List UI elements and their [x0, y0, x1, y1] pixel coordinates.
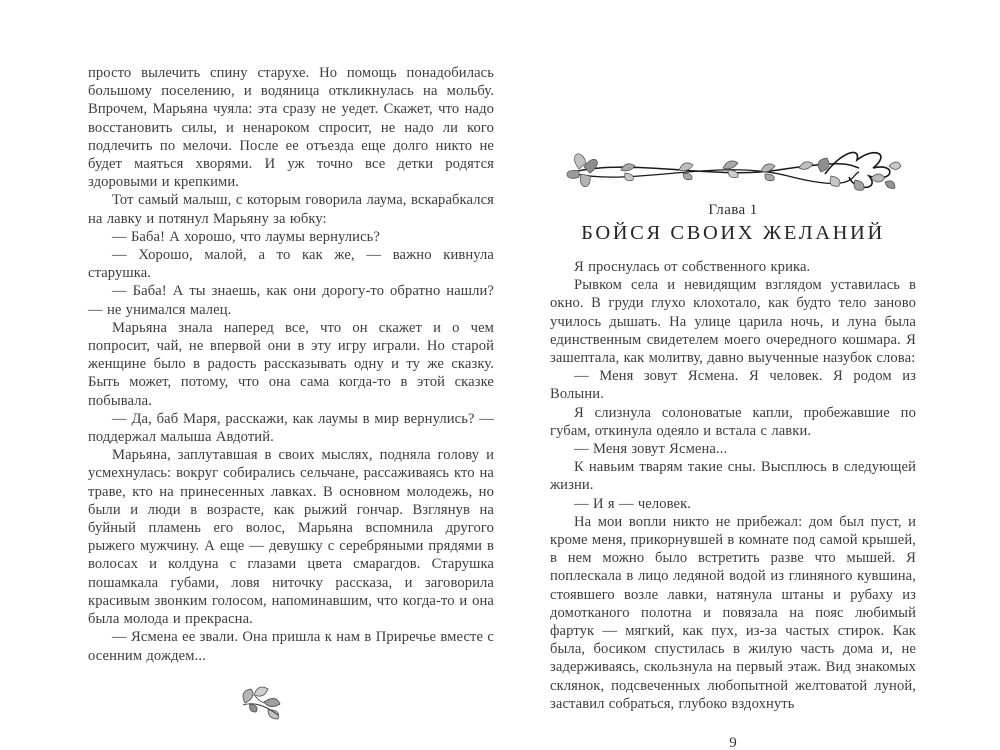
paragraph: — Баба! А хорошо, что лаумы вернулись? [112, 228, 380, 245]
paragraph: — Да, баб Маря, расскажи, как лаумы в мир вернулись? — поддержал малыша Авдотий. [88, 410, 494, 446]
paragraph: — Меня зовут Ясмена... [574, 441, 728, 458]
paragraph: К навьим тварям такие сны. Высплюсь в следующей жизни. [550, 459, 916, 494]
leaf-sprig-icon [238, 682, 288, 720]
paragraph: Я проснулась от собственного крика. [574, 259, 811, 275]
right-page [550, 146, 916, 750]
paragraph: — Ясмена ее звали. Она пришла к нам в Приречье вместе с осенним дождем... [88, 629, 494, 664]
paragraph: На мои вопли никто не прибежал: дом был пуст, и кроме меня, прикорнувшей в комнате под самой крышей, в нем можно было встретить разве что мышей. Я поплескала в лицо ледяной водой из глиняного кувшина, стоявшего возле лавки, натянула штаны и рубаху из домотканого полотна и повязала на пояс любимый фартук — мягкий, как пух, из-за частых стирок. Как была, босиком спустилась в жилую часть дома и, не задерживаясь, скользнула на первый этаж. Вид знакомых склянок, подсвеченных любопытной желтоватой луной, заставил собраться, глубоко вздохнуть [550, 513, 916, 712]
paragraph: — Хорошо, малой, а то как же, — важно кивнула старушка. [88, 247, 494, 282]
left-page [88, 64, 494, 720]
floral-garland-icon [563, 146, 903, 196]
paragraph: — Баба! А ты знаешь, как они дорогу-то обратно нашли? — не унимался малец. [88, 283, 494, 318]
page-number: 9 [729, 735, 737, 750]
right-page-text [550, 258, 916, 713]
paragraph: Рывком села и невидящим взглядом уставилась в окно. В груди глухо клохотало, как будто тело заново училось дышать. На улице царила ночь, и луна была единственным свидетелем моего очередного кошмара. Я зашептала, как молитву, давно выученные назубок слова: [550, 277, 916, 367]
chapter-label: Глава 1 [708, 202, 758, 218]
left-page-text [88, 64, 494, 665]
paragraph: Марьяна знала наперед все, что он скажет и о чем попросит, чай, не впервой они в эту игру играли. Но старой женщине было в радость рассказывать одну и ту же сказку. Быть может, потому, что она сама когда-то в этой сказке побывала. [88, 319, 494, 409]
chapter-title: БОЙСЯ СВОИХ ЖЕЛАНИЙ [581, 222, 885, 244]
paragraph: Марьяна, заплутавшая в своих мыслях, подняла голову и усмехнулась: вокруг собирались сельчане, рассаживаясь кто на траве, кто на принесенных лавках. В основном молодежь, но были и люди в возрасте, как рыжий гончар. Взглянув на буйный пламень его волос, Марьяна вспомнила другого рыжего мужчину. А еще — девушку с серебряными прядями в волосах и колдуна с глазами цвета смарагдов. Старушка пошамкала губами, ловя ниточку рассказа, и заговорила красивым звонким голосом, напоминавшим, что когда-то и она была молода и прекрасна. [88, 447, 494, 628]
paragraph: — И я — человек. [574, 495, 692, 512]
paragraph: Я слизнула солоноватые капли, пробежавшие по губам, откинула одеяло и встала с лавки. [550, 404, 916, 439]
paragraph: — Меня зовут Ясмена. Я человек. Я родом из Волыни. [550, 368, 916, 403]
paragraph: Тот самый малыш, с которым говорила лаума, вскарабкался на лавку и потянул Марьяну за юбку: [88, 192, 494, 227]
paragraph: просто вылечить спину старухе. Но помощь понадобилась большому поселению, и водяница откликнулась на мольбу. Впрочем, Марьяна чуяла: эта сразу не уедет. Скажет, что надо восстановить силы, и ненароком спросит, не надо ли кого подлечить по мелочи. После ее отъезда еще долго никто не будет маяться хворями. И уж точно все детки родятся здоровыми и крепкими. [88, 65, 494, 191]
